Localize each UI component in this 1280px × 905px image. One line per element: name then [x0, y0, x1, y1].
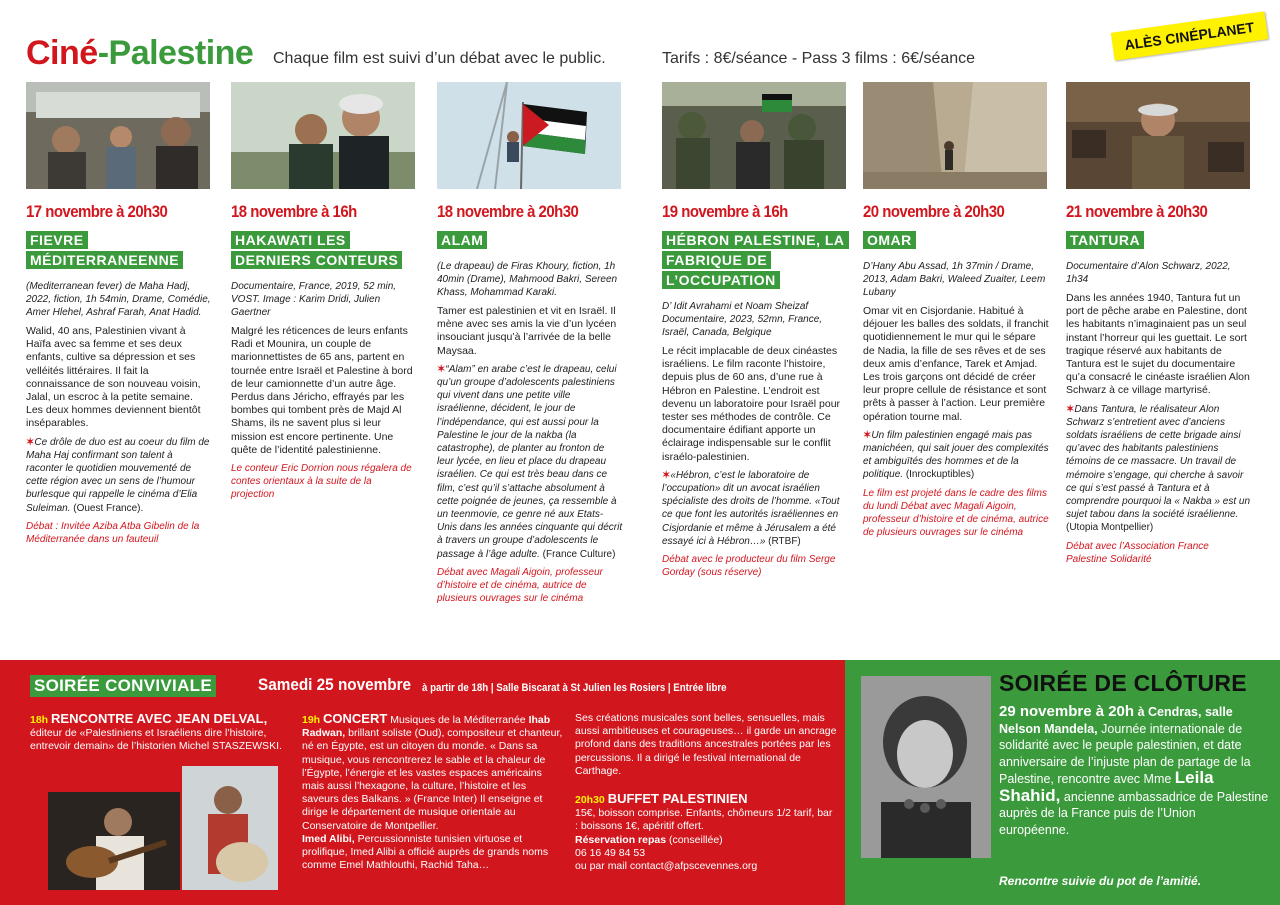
- reservation-email[interactable]: ou par mail contact@afpscevennes.org: [575, 860, 758, 873]
- leila-shahid-photo: [861, 676, 991, 858]
- review-source: (RTBF): [768, 535, 801, 547]
- cinema-sticker: ALÈS CINÉPLANET: [1111, 11, 1268, 60]
- buffet-heading: BUFFET PALESTINIEN: [607, 791, 748, 807]
- brand-part1: Ciné: [26, 34, 98, 72]
- conviviale-title: SOIRÉE CONVIVIALE: [30, 675, 216, 697]
- film-title-text: FIEVRE MÉDITERRANEENNE: [26, 231, 183, 269]
- star-icon: ✶: [1066, 403, 1075, 415]
- film-title-text: HAKAWATI LES DERNIERS CONTEURS: [231, 231, 402, 269]
- cloture-text: [999, 704, 1269, 838]
- artist-bio-imed: Percussionniste tunisien virtuose et prolifique, Imed Alibi a officié auprès de grands noms comme Emel Mathlouthi, Rachid Taha…: [302, 832, 549, 872]
- film-title: [231, 230, 417, 270]
- soiree-cloture: [845, 660, 1280, 905]
- artist-name-ihab: Ihab Radwan,: [302, 714, 551, 740]
- film-synopsis: Omar vit en Cisjordanie. Habitué à déjouer les balles des soldats, il franchit quotidiennement le mur qui le sépare de Nadia, la fille de ses rêves et de ses deux amis d’enfance, Tarek et Amjad. Les trois garçons ont décidé de créer leur propre cellule de résistance et sont prêts à passer à l’action. Leur première opération tourne mal.: [863, 305, 1049, 423]
- film-card: [1066, 82, 1252, 566]
- film-credits: (Mediterranean fever) de Maha Hadj, 2022, fiction, 1h 54min, Drame, Comédie, Amer Hlehel, Ashraf Farah, Anat Hadid.: [26, 281, 211, 318]
- guest-bio: ancienne ambassadrice de Palestine auprès de la France puis de l’Union européenne.: [999, 789, 1269, 837]
- star-icon: ✶: [863, 429, 872, 441]
- tarifs: Tarifs : 8€/séance - Pass 3 films : 6€/séance: [662, 50, 976, 67]
- film-card: [231, 82, 417, 501]
- conviviale-info: à partir de 18h | Salle Biscarat à St Julien les Rosiers | Entrée libre: [422, 682, 727, 694]
- review-text: Dans Tantura, le réalisateur Alon Schwarz s’entretient avec d’anciens soldats israéliens de cette brigade ainsi qu’avec des habitants palestiniens témoins de ce massacre. Un travail de mémoire s’engage, qui cherche à savoir ce qui s’est passé à Tantura et à comprendre pourquoi la « Nakba » est un sujet tabou dans la société israélienne.: [1066, 403, 1251, 521]
- tagline: Chaque film est suivi d’un débat avec le public.: [273, 50, 606, 67]
- buffet-price: 15€, boisson comprise. Enfants, chômeurs 1/2 tarif, bar : boissons 1€, apéritif offert.: [575, 807, 833, 833]
- cloture-title: SOIRÉE DE CLÔTURE: [999, 670, 1247, 696]
- films-grid: [26, 82, 1256, 657]
- brand-title: [26, 34, 253, 73]
- reservation-phone: 06 16 49 84 53: [575, 846, 646, 859]
- musician-photo-oud: [48, 792, 180, 890]
- film-photo: [662, 82, 846, 189]
- concert-intro: Musiques de la Méditerranée: [390, 714, 526, 726]
- film-credits: Documentaire, France, 2019, 52 min, VOST. Image : Karim Dridi, Julien Gaertner: [231, 281, 397, 318]
- cloture-place: à Cendras, salle Nelson Mandela,: [999, 705, 1233, 736]
- film-date: 18 novembre à 16h: [231, 202, 357, 221]
- film-debate: Débat : Invitée Aziba Atba Gibelin de la Méditerranée dans un fauteuil: [26, 520, 200, 545]
- star-icon: ✶: [662, 469, 671, 481]
- artist-bio-ihab-2: Il enseigne et dirige le département de musique orientale au Conservatoire de Montpellier.: [302, 793, 543, 832]
- film-title: [863, 230, 916, 250]
- cloture-description: Journée internationale de solidarité avec le peuple palestinien, et date anniversaire de l’injuste plan de partage de la Palestine, rencontre avec Mme: [999, 721, 1251, 786]
- film-synopsis: Walid, 40 ans, Palestinien vivant à Haïfa avec sa femme et ses deux enfants, cultive sa dépression et ses velléités littéraires. Il fait la connaissance de son nouveau voisin, Jalal, un escroc à la petite semaine. Les deux hommes deviennent bientôt inséparables.: [26, 325, 201, 430]
- review-source: (Inrockuptibles): [905, 469, 975, 481]
- artist-bio-ihab: brillant soliste (Oud), compositeur et chanteur, né en Égypte, est un citoyen du monde. « Dans sa musique, vous rencontrerez le sable et la chaleur de l’Égypte, l’énergie et les vastes espaces américains mais aussi l’hexagone, la culture, l’histoire et les saveurs des Balkans. »: [302, 727, 563, 806]
- film-review: [662, 469, 848, 548]
- film-synopsis: Malgré les réticences de leurs enfants Radi et Mounira, un couple de marionnettistes de 65 ans, partent en tournée entre Israël et Palestine à bord de leur camionnette d’un autre âge. Perdus dans Jéricho, effrayés par les bombes qui tombent près de Majd Al Shams, ils ne savent plus si leur mission est encore pertinente. Une quête de l’identité palestinienne.: [231, 325, 413, 456]
- film-synopsis: Dans les années 1940, Tantura fut un port de pêche arabe en Palestine, dont les habitants n’imaginaient pas un seul instant l’horreur qui les guettait. Le sort tragique réservé aux habitants de Tantura est le sujet du documentaire qu’a consacré le cinéaste israélien Alon Schwarz à ce village martyrisé.: [1066, 292, 1250, 397]
- film-credits: D’Hany Abu Assad, 1h 37min / Drame, 2013, Adam Bakri, Waleed Zuaiter, Leem Lubany: [863, 261, 1046, 298]
- film-credits: D’ Idit Avrahami et Noam Sheizaf Documentaire, 2023, 52mn, France, Israël, Canada, Belgique: [662, 301, 823, 338]
- conviviale-col-rencontre: [30, 712, 292, 754]
- soiree-conviviale: [0, 660, 845, 905]
- film-debate: Débat avec le producteur du film Serge Gorday (sous réserve): [662, 554, 836, 579]
- film-credits: (Le drapeau) de Firas Khoury, fiction, 1h 40min (Drame), Mahmood Bakri, Sereen Khass, Mohammad Karaki.: [437, 261, 618, 298]
- conviviale-date: Samedi 25 novembre: [258, 675, 412, 694]
- film-debate: Le conteur Eric Dorrion nous régalera de contes orientaux à la suite de la projection: [231, 463, 412, 501]
- film-date: 19 novembre à 16h: [662, 202, 788, 221]
- film-title: [437, 230, 487, 250]
- film-date: 18 novembre à 20h30: [437, 202, 579, 221]
- film-card: [863, 82, 1049, 539]
- conviviale-col-concert: [302, 712, 564, 872]
- film-title-text: ALAM: [437, 231, 487, 249]
- film-photo: [863, 82, 1047, 189]
- film-synopsis: Le récit implacable de deux cinéastes israéliens. Le film raconte l’histoire, depuis plus de 60 ans, d’une rue à Hébron en Palestine. L’endroit est devenu un laboratoire pour Israël pour tester ses méthodes de contrôle. Ce documentaire édifiant apporte un éclairage indispensable sur le conflit israélo-palestinien.: [662, 345, 841, 463]
- review-text: «Hébron, c’est le laboratoire de l’occupation» dit un avocat israélien spécialiste des droits de l’homme. «Tout ce que font les autorités israéliennes en Cisjordanie et même à Jérusalem a été essayé ici à Hébron…»: [662, 469, 840, 547]
- film-title: [26, 230, 212, 270]
- film-date: 20 novembre à 20h30: [863, 202, 1005, 221]
- film-title-text: OMAR: [863, 231, 916, 249]
- imed-bio-continued: Ses créations musicales sont belles, sensuelles, mais aussi ambitieuses et courageuses… il garde un ancrage profond dans des traditions ancestrales portées par les percussions. Il a dirigé le festival international de Carthage.: [575, 712, 837, 777]
- time-label: 20h30: [575, 794, 605, 807]
- film-photo: [26, 82, 210, 189]
- conviviale-col-buffet: [575, 712, 837, 873]
- header: [26, 18, 1276, 74]
- review-source: (Ouest France).: [73, 502, 144, 514]
- rencontre-heading: RENCONTRE AVEC JEAN DELVAL,: [51, 711, 268, 726]
- film-title-text: TANTURA: [1066, 231, 1144, 249]
- guest-name: Leila Shahid,: [999, 768, 1214, 805]
- star-icon: ✶: [437, 363, 446, 375]
- film-date: 21 novembre à 20h30: [1066, 202, 1208, 221]
- cloture-footer: Rencontre suivie du pot de l’amitié.: [999, 874, 1202, 888]
- star-icon: ✶: [26, 436, 35, 448]
- film-synopsis: Tamer est palestinien et vit en Israël. Il mène avec ses amis la vie d’un lycéen insouciant jusqu’à l’arrivée de la belle Maysaa.: [437, 305, 617, 357]
- time-label: 18h: [30, 714, 49, 726]
- film-debate: Débat avec Magali Aigoin, professeur d’histoire et de cinéma, autrice de plusieurs ouvrages sur le cinéma: [437, 566, 603, 604]
- cloture-date: 29 novembre à 20h: [999, 703, 1135, 720]
- time-label: 19h: [302, 714, 321, 726]
- film-credits: Documentaire d’Alon Schwarz, 2022, 1h34: [1066, 261, 1231, 285]
- film-title: [1066, 230, 1144, 250]
- review-source: (Utopia Montpellier): [1066, 522, 1154, 534]
- film-title: [662, 230, 848, 290]
- reservation-note: (conseillée): [668, 833, 723, 846]
- artist-name-imed: Imed Alibi,: [302, 832, 355, 845]
- film-card: [437, 82, 623, 605]
- film-review: [26, 436, 212, 515]
- review-text: “Alam” en arabe c’est le drapeau, celui qu’un groupe d’adolescents palestiniens qui vivent dans une petite ville israélienne, décident, le jour de l’indépendance, qui est aussi pour la Palestine le jour de la nakba (la catastrophe), de planter au fronton de leur lycée, en lieu et place du drapeau israélien. Ce qui est très beau dans ce film, c’est qu’il s’attache absolument à cette poignée de jeunes, ça ressemble à un teenmovie, ce genre né aux Etats-Unis dans les années cinquante qui décrit à travers un groupe d’adolescents le passage à l’âge adulte.: [437, 363, 623, 560]
- film-review: [437, 363, 623, 561]
- film-date: 17 novembre à 20h30: [26, 202, 168, 221]
- film-title-text: HÉBRON PALESTINE, LA FABRIQUE DE L’OCCUPATION: [662, 231, 849, 289]
- film-card: [26, 82, 212, 546]
- film-card: [662, 82, 848, 579]
- concert-heading: CONCERT: [323, 711, 388, 726]
- film-review: [1066, 403, 1252, 535]
- review-source: (France Culture): [542, 548, 616, 560]
- brand-separator: -: [97, 34, 109, 72]
- review-text: Ce drôle de duo est au coeur du film de Maha Haj confirmant son talent à raconter le quotidien mouvementé de cette région avec un sens de l’humour burlesque qui rappelle le cinéma d’Elia Suleiman.: [26, 436, 210, 514]
- film-debate: Débat avec l’Association France Palestine Solidarité: [1066, 540, 1209, 565]
- film-debate: Le film est projeté dans le cadre des films du lundi Débat avec Magali Aigoin, professeur d’histoire et de cinéma, autrice de plusieurs ouvrages sur le cinéma: [863, 487, 1049, 538]
- quote-source: (France Inter): [413, 793, 478, 806]
- review-text: Un film palestinien engagé mais pas manichéen, qui sait jouer des complexités et ambiguïtés des hommes et de la politique.: [863, 429, 1049, 481]
- rencontre-text: éditeur de «Palestiniens et Israéliens dire l’histoire, entrevoir demain» de l’historien Michel STASZEWSKI.: [30, 727, 282, 753]
- brand-part2: Palestine: [108, 34, 254, 72]
- film-photo: [231, 82, 415, 189]
- reservation-label: Réservation repas: [575, 833, 667, 846]
- film-photo: [1066, 82, 1250, 189]
- film-photo: [437, 82, 621, 189]
- musician-photo-percussion: [182, 766, 278, 890]
- film-review: [863, 429, 1049, 482]
